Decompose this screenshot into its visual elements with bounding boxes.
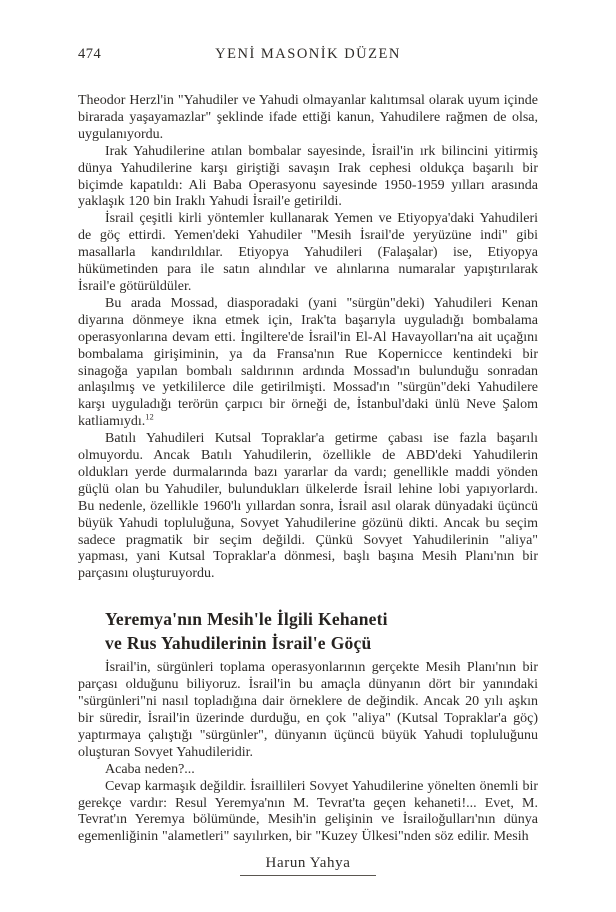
paragraph: Irak Yahudilerine atılan bombalar sayesinde, İsrail'in ırk bilincini yitirmiş dünya Yahudilerine karşı giriştiği savaşın Irak cephesi oldukça başarılı bir biçimde kapatıldı: Ali Baba Operasyonu sayesinde 1950-1959 yılları arasında yaklaşık 120 bin Iraklı Yahudi İsrail'e getirildi.: [78, 143, 538, 210]
page-header: [78, 46, 538, 64]
running-title: YENİ MASONİK DÜZEN: [215, 46, 401, 62]
paragraph: Batılı Yahudileri Kutsal Topraklar'a getirme çabası ise fazla başarılı olmuyordu. Ancak Batılı Yahudilerin, özellikle de ABD'deki Yahudilerin oldukları yerde durmalarında bazı yararlar da vardı; genellikle maddi yönden güçlü olan bu Yahudiler, bulundukları ülkelerde İsrail lehine lobi yapıyorlardı. Bu nedenle, özellikle 1960'lı yıllardan sonra, İsrail asıl olarak dünyadaki üçüncü büyük Yahudi topluluğuna, Sovyet Yahudilerine gözünü dikti. Ancak bu seçim sadece pragmatik bir seçim değildi. Çünkü Sovyet Yahudilerinin "aliya" yapması, yani Kutsal Topraklar'a dönmesi, başlı başına Mesih Planı'nın bir parçasını oluşturuyordu.: [78, 431, 538, 582]
paragraph: Acaba neden?...: [105, 761, 195, 777]
paragraph: Theodor Herzl'in "Yahudiler ve Yahudi olmayanlar kalıtımsal olarak uyum içinde birarada yaşayamazlar" şeklinde ifade ettiği kanun, Yahudilere rağmen de olsa, uygulanıyordu.: [78, 93, 538, 142]
paragraph: Bu arada Mossad, diasporadaki (yani "sürgün"deki) Yahudileri Kenan diyarına dönmeye ikna etmek için, Irak'ta başarıyla uyguladığı bombalama operasyonlarına devam etti. İngiltere'de İsrail'in El-Al Havayolları'na ait uçağını bombalama girişiminin, ya da Fransa'nın Rue Kopernicce kentindeki bir sinagoğa yapılan bombalı saldırının ardında Mossad'ın bulunduğu sonradan anlaşılmış ve yetkililerce dile getirilmişti. Mossad'ın "sürgün"deki Yahudilere karşı uyguladığı terörün çarpıcı bir örneği de, İstanbul'daki ünlü Neve Şalom katliamıydı.$^{12}$: [78, 295, 538, 430]
footnote-ref: 12: [145, 411, 154, 422]
page-number: 474: [78, 46, 102, 62]
paragraph: İsrail'in, sürgünleri toplama operasyonlarının gerçekte Mesih Planı'nın bir parçası olduğunu biliyoruz. İsrail'in bu amaçla dünyanın dört bir yanındaki "sürgünleri"ni nasıl topladığına dair örneklere de değindik. Ancak 20 yılı aşkın bir süredir, İsrail'in üzerinde durduğu, en çok "aliya" (Kutsal Topraklar'a göç) yaptırmaya çalıştığı "sürgünler", dünyanın üçüncü büyük Yahudi topluluğunu oluşturan Sovyet Yahudileridir.: [78, 660, 538, 760]
section-heading: Yeremya'nın Mesih'le İlgili Kehaneti ve Rus Yahudilerinin İsrail'e Göçü: [105, 609, 388, 654]
footer-author: Harun Yahya: [240, 855, 377, 876]
body-text: [78, 93, 538, 846]
page-footer: [0, 854, 616, 876]
paragraph: İsrail çeşitli kirli yöntemler kullanarak Yemen ve Etiyopya'daki Yahudileri de göç ettirdi. Yemen'deki Yahudiler "Mesih İsrail'de yeryüzüne indi" gibi masallarla kandırıldılar. Etiyopya Yahudileri (Falaşalar) ise, Etiyopya hükümetinden para ile satın alındılar ve alınlarına numaralar yapıştırılarak İsrail'e götürüldüler.: [78, 211, 538, 294]
paragraph: Cevap karmaşık değildir. İsraillileri Sovyet Yahudilerine yönelten önemli bir gerekçe vardır: Resul Yeremya'nın M. Tevrat'ta geçen kehaneti!... Evet, M. Tevrat'ın Yeremya bölümünde, Mesih'in gelişinin ve İsrailoğulları'nın dünya egemenliğinin "alametleri" sayılırken, bir "Kuzey Ülkesi"nden söz edilir. Mesih: [78, 778, 538, 845]
